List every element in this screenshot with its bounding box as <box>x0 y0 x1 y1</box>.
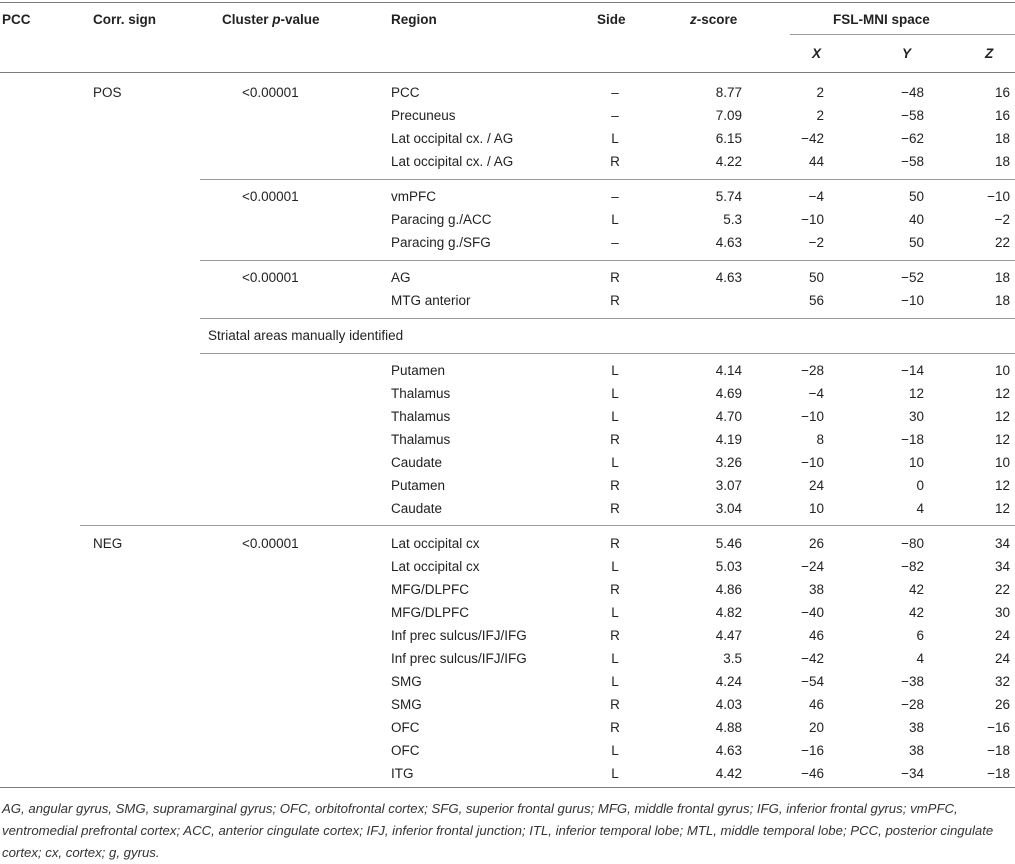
cell-region: ITG <box>391 766 414 781</box>
cell-z: 24 <box>994 628 1010 643</box>
cell-y: 0 <box>916 478 924 493</box>
cell-z: 12 <box>994 386 1010 401</box>
cell-z: 34 <box>994 559 1010 574</box>
cell-x: 46 <box>808 697 824 712</box>
cell-z: −18 <box>987 766 1010 781</box>
cell-x: 2 <box>816 85 824 100</box>
cell-region: MFG/DLPFC <box>391 582 470 597</box>
cell-y: 38 <box>908 720 924 735</box>
header-zscore: z-score <box>690 12 738 27</box>
cell-z: −16 <box>987 720 1010 735</box>
cell-region: Caudate <box>391 501 443 516</box>
cell-z: 4.63 <box>715 235 742 250</box>
cell-y: 6 <box>916 628 924 643</box>
cell-region: Thalamus <box>391 409 451 424</box>
cell-side: R <box>610 270 620 285</box>
group-rule-5 <box>80 525 1015 526</box>
cell-side: – <box>611 85 619 100</box>
cell-x: 8 <box>816 432 824 447</box>
cell-z: 3.04 <box>715 501 742 516</box>
cell-y: −52 <box>901 270 924 285</box>
cell-region: Precuneus <box>391 108 456 123</box>
cell-x: −2 <box>808 235 824 250</box>
cell-z: −10 <box>987 189 1010 204</box>
cell-z: −18 <box>987 743 1010 758</box>
cell-pval: <0.00001 <box>242 189 299 204</box>
cell-x: −10 <box>801 409 824 424</box>
cell-z: 12 <box>994 409 1010 424</box>
cell-x: −4 <box>808 386 824 401</box>
cell-z: 4.19 <box>715 432 742 447</box>
header-bottom-rule <box>0 72 1015 73</box>
subheading-striatal: Striatal areas manually identified <box>208 328 404 343</box>
header-y: Y <box>902 46 912 61</box>
cell-x: −16 <box>801 743 824 758</box>
cell-y: 50 <box>908 235 924 250</box>
cell-x: 50 <box>808 270 824 285</box>
cell-z: 18 <box>994 131 1010 146</box>
cell-z: −2 <box>994 212 1010 227</box>
group-rule-3 <box>200 318 1015 319</box>
cell-y: −58 <box>901 154 924 169</box>
cell-z: 5.03 <box>715 559 742 574</box>
cell-z: 7.09 <box>715 108 742 123</box>
cell-region: SMG <box>391 697 422 712</box>
cell-region: Lat occipital cx <box>391 536 480 551</box>
cell-y: 38 <box>908 743 924 758</box>
cell-region: MFG/DLPFC <box>391 605 470 620</box>
cell-y: 12 <box>908 386 924 401</box>
group-rule-1 <box>200 179 1015 180</box>
cell-x: 20 <box>808 720 824 735</box>
cell-x: 2 <box>816 108 824 123</box>
header-x: X <box>812 46 822 61</box>
cell-side: R <box>610 478 620 493</box>
cell-z: 12 <box>994 478 1010 493</box>
cell-side: L <box>611 409 619 424</box>
cell-y: −62 <box>901 131 924 146</box>
cell-z: 24 <box>994 651 1010 666</box>
cell-region: Paracing g./ACC <box>391 212 492 227</box>
cell-z: 3.5 <box>723 651 742 666</box>
cell-y: −28 <box>901 697 924 712</box>
cell-pval: <0.00001 <box>242 85 299 100</box>
cell-z: 3.26 <box>715 455 742 470</box>
cell-region: OFC <box>391 720 420 735</box>
cell-z: 5.46 <box>715 536 742 551</box>
cell-x: 46 <box>808 628 824 643</box>
cell-y: −14 <box>901 363 924 378</box>
cell-y: −38 <box>901 674 924 689</box>
cell-x: −28 <box>801 363 824 378</box>
cell-x: 26 <box>808 536 824 551</box>
cell-region: Inf prec sulcus/IFJ/IFG <box>391 628 527 643</box>
cell-y: −48 <box>901 85 924 100</box>
cell-side: L <box>611 651 619 666</box>
cell-x: 44 <box>808 154 824 169</box>
cell-side: R <box>610 432 620 447</box>
cell-side: R <box>610 293 620 308</box>
cell-z: 5.74 <box>715 189 742 204</box>
cell-z: 3.07 <box>715 478 742 493</box>
cell-sign: NEG <box>93 536 123 551</box>
cell-x: 10 <box>808 501 824 516</box>
cell-region: Inf prec sulcus/IFJ/IFG <box>391 651 527 666</box>
cell-z: 22 <box>994 235 1010 250</box>
cell-side: R <box>610 154 620 169</box>
cell-side: L <box>611 605 619 620</box>
group-rule-2 <box>200 260 1015 261</box>
cell-y: 10 <box>908 455 924 470</box>
cell-side: R <box>610 501 620 516</box>
cell-side: L <box>611 743 619 758</box>
cell-z: 26 <box>994 697 1010 712</box>
cell-x: −54 <box>801 674 824 689</box>
cell-y: 50 <box>908 189 924 204</box>
cell-z: 4.22 <box>715 154 742 169</box>
cell-region: Lat occipital cx <box>391 559 480 574</box>
fsl-subheader-rule <box>790 34 1015 35</box>
cell-pval: <0.00001 <box>242 270 299 285</box>
cell-z: 4.86 <box>715 582 742 597</box>
cell-z: 32 <box>994 674 1010 689</box>
cell-z: 4.63 <box>715 270 742 285</box>
cell-z: 18 <box>994 270 1010 285</box>
cell-z: 6.15 <box>715 131 742 146</box>
cell-side: – <box>611 235 619 250</box>
cell-z: 4.82 <box>715 605 742 620</box>
cell-y: −34 <box>901 766 924 781</box>
cell-region: Paracing g./SFG <box>391 235 491 250</box>
cell-y: 4 <box>916 501 924 516</box>
cell-x: −42 <box>801 651 824 666</box>
header-side: Side <box>597 12 626 27</box>
cell-z: 8.77 <box>715 85 742 100</box>
cell-x: −4 <box>808 189 824 204</box>
cell-y: −58 <box>901 108 924 123</box>
cell-side: L <box>611 559 619 574</box>
cell-region: OFC <box>391 743 420 758</box>
cell-y: 42 <box>908 605 924 620</box>
cell-z: 16 <box>994 85 1010 100</box>
cell-side: L <box>611 766 619 781</box>
cell-z: 4.70 <box>715 409 742 424</box>
cell-region: PCC <box>391 85 420 100</box>
cell-side: L <box>611 674 619 689</box>
cell-side: L <box>611 212 619 227</box>
cell-y: −18 <box>901 432 924 447</box>
cell-x: −46 <box>801 766 824 781</box>
cell-region: AG <box>391 270 411 285</box>
cell-z: 5.3 <box>723 212 742 227</box>
cell-x: 56 <box>808 293 824 308</box>
cell-region: Caudate <box>391 455 443 470</box>
cell-x: −10 <box>801 212 824 227</box>
cell-z: 34 <box>994 536 1010 551</box>
cell-sign: POS <box>93 85 122 100</box>
cell-y: 42 <box>908 582 924 597</box>
cell-side: R <box>610 720 620 735</box>
cell-region: Lat occipital cx. / AG <box>391 154 514 169</box>
cell-z: 22 <box>994 582 1010 597</box>
cell-z: 10 <box>994 455 1010 470</box>
cell-z: 18 <box>994 293 1010 308</box>
header-cluster-pvalue: Cluster p-value <box>222 12 320 27</box>
cell-z: 30 <box>994 605 1010 620</box>
header-z: Z <box>985 46 994 61</box>
cell-y: −82 <box>901 559 924 574</box>
cell-z: 16 <box>994 108 1010 123</box>
cell-y: −10 <box>901 293 924 308</box>
cell-z: 4.24 <box>715 674 742 689</box>
cell-z: 4.63 <box>715 743 742 758</box>
cell-region: MTG anterior <box>391 293 471 308</box>
cell-side: R <box>610 582 620 597</box>
cell-z: 12 <box>994 432 1010 447</box>
cell-region: Putamen <box>391 363 446 378</box>
cell-x: −40 <box>801 605 824 620</box>
header-pcc: PCC <box>2 12 31 27</box>
cell-side: R <box>610 536 620 551</box>
footnote: AG, angular gyrus, SMG, supramarginal gyrus; OFC, orbitofrontal cortex; SFG, superior frontal gurus; MFG, middle frontal gyrus; IFG, inferior frontal gyrus; vmPFC, ventromedial prefrontal cortex; ACC, anterior cingulate cortex; IFJ, inferior frontal junction; ITL, inferior temporal lobe; MTL, middle temporal lobe; PCC, posterior cingulate cortex; cx, cortex; g, gyrus. <box>2 801 994 860</box>
cell-region: vmPFC <box>391 189 436 204</box>
header-fsl-mni-space: FSL-MNI space <box>833 12 930 27</box>
cell-pval: <0.00001 <box>242 536 299 551</box>
cell-side: R <box>610 697 620 712</box>
cell-z: 4.42 <box>715 766 742 781</box>
cell-region: Thalamus <box>391 386 451 401</box>
cell-z: 4.88 <box>715 720 742 735</box>
header-corr-sign: Corr. sign <box>93 12 157 27</box>
cell-z: 4.14 <box>715 363 742 378</box>
cell-region: Putamen <box>391 478 446 493</box>
cell-region: Thalamus <box>391 432 451 447</box>
cell-side: – <box>611 108 619 123</box>
cell-side: L <box>611 131 619 146</box>
cell-z: 12 <box>994 501 1010 516</box>
cell-side: L <box>611 363 619 378</box>
table-bottom-rule <box>0 787 1015 788</box>
cell-z: 4.69 <box>715 386 742 401</box>
cell-x: −42 <box>801 131 824 146</box>
header-region: Region <box>391 12 437 27</box>
cell-z: 4.47 <box>715 628 742 643</box>
cell-z: 10 <box>994 363 1010 378</box>
cell-x: −10 <box>801 455 824 470</box>
cell-x: 24 <box>808 478 824 493</box>
cell-z: 18 <box>994 154 1010 169</box>
cell-x: 38 <box>808 582 824 597</box>
cell-y: −80 <box>901 536 924 551</box>
cell-side: R <box>610 628 620 643</box>
cell-x: −24 <box>801 559 824 574</box>
cell-region: Lat occipital cx. / AG <box>391 131 514 146</box>
table-top-rule <box>0 2 1015 3</box>
cell-z: 4.03 <box>715 697 742 712</box>
cell-y: 30 <box>908 409 924 424</box>
cell-side: L <box>611 386 619 401</box>
cell-side: – <box>611 189 619 204</box>
cell-region: SMG <box>391 674 422 689</box>
cell-side: L <box>611 455 619 470</box>
cell-y: 40 <box>908 212 924 227</box>
group-rule-4 <box>200 353 1015 354</box>
cell-y: 4 <box>916 651 924 666</box>
